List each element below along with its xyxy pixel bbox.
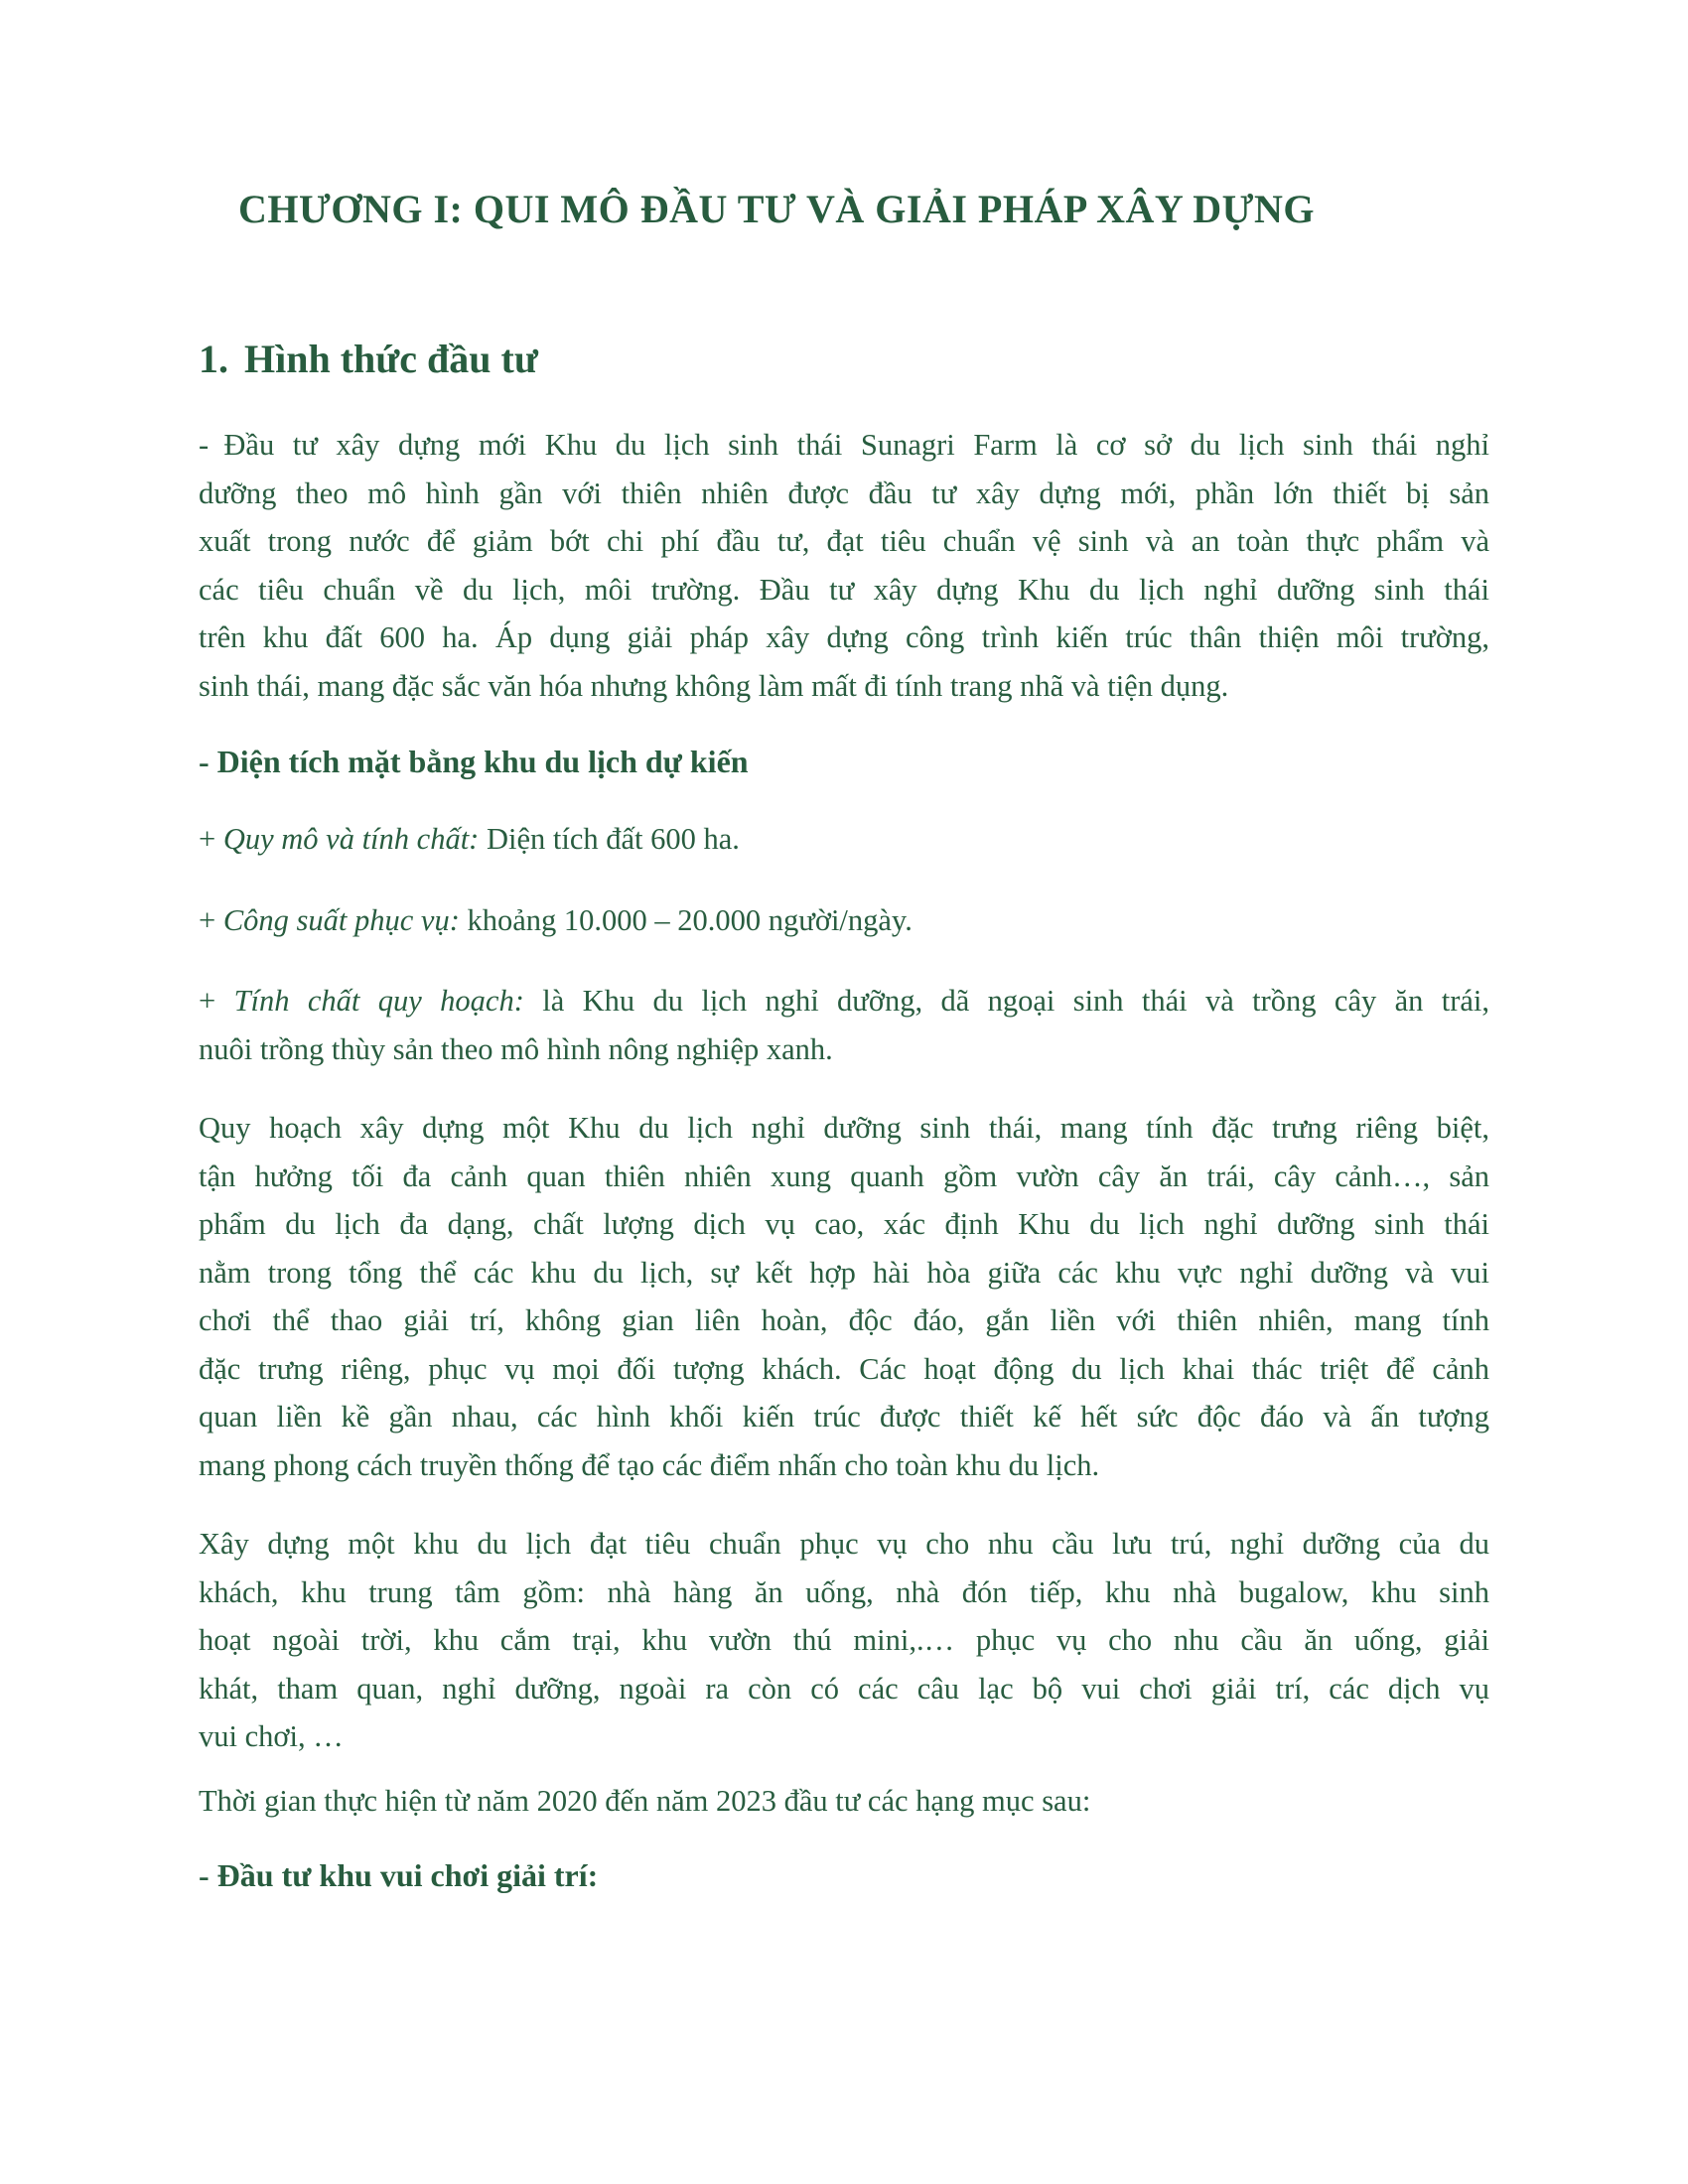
text-line: quan liền kề gần nhau, các hình khối kiến trúc được thiết kế hết sức độc đáo và ấn tượng	[199, 1400, 1489, 1433]
text-line: tận hưởng tối đa cảnh quan thiên nhiên xung quanh gồm vườn cây ăn trái, cây cảnh…, sản	[199, 1159, 1489, 1193]
spec-capacity-label: Công suất phục vụ:	[222, 902, 460, 937]
spec-scale-value: Diện tích đất 600 ha.	[486, 822, 740, 856]
spec-line-capacity	[199, 896, 1489, 945]
paragraph-planning-vision	[199, 1104, 1489, 1489]
text-line: nằm trong tổng thể các khu du lịch, sự kết hợp hài hòa giữa các khu vực nghỉ dưỡng và vui	[199, 1255, 1489, 1290]
text-line: Xây dựng một khu du lịch đạt tiêu chuẩn phục vụ cho nhu cầu lưu trú, nghỉ dưỡng của du	[199, 1527, 1489, 1561]
plus-marker: +	[199, 902, 216, 937]
paragraph-timeline: Thời gian thực hiện từ năm 2020 đến năm 2023 đầu tư các hạng mục sau:	[199, 1783, 1091, 1818]
text-line: nuôi trồng thùy sản theo mô hình nông nghiệp xanh.	[199, 1031, 833, 1066]
section-heading-label: Hình thức đầu tư	[244, 337, 538, 381]
text-line: xuất trong nước để giảm bớt chi phí đầu tư, đạt tiêu chuẩn vệ sinh và an toàn thực phẩm và	[199, 524, 1489, 558]
text-line: khách, khu trung tâm gồm: nhà hàng ăn uống, nhà đón tiếp, khu nhà bugalow, khu sinh	[199, 1574, 1489, 1609]
text-line: các tiêu chuẩn về du lịch, môi trường. Đầu tư xây dựng Khu du lịch nghỉ dưỡng sinh thái	[199, 572, 1489, 607]
text-line: - Đầu tư xây dựng mới Khu du lịch sinh thái Sunagri Farm là cơ sở du lịch sinh thái nghỉ	[199, 428, 1489, 462]
text-line: chơi thể thao giải trí, không gian liên hoàn, độc đáo, gắn liền với thiên nhiên, mang tính	[199, 1303, 1489, 1337]
spec-scale-label: Quy mô và tính chất:	[222, 822, 480, 856]
spec-line-planning-character	[199, 977, 1489, 1073]
text-line: trên khu đất 600 ha. Áp dụng giải pháp xây dựng công trình kiến trúc thân thiện môi trường,	[199, 620, 1489, 654]
text-line: mang phong cách truyền thống để tạo các điểm nhấn cho toàn khu du lịch.	[199, 1447, 1100, 1482]
spec-line-scale	[199, 815, 1489, 864]
spec-capacity-value: khoảng 10.000 – 20.000 người/ngày.	[467, 902, 913, 937]
text-line: phẩm du lịch đa dạng, chất lượng dịch vụ cao, xác định Khu du lịch nghỉ dưỡng sinh thái	[199, 1207, 1489, 1241]
plus-marker: +	[199, 822, 216, 856]
paragraph-investment-description	[199, 421, 1489, 710]
plus-marker: +	[199, 984, 216, 1018]
text-line: hoạt ngoài trời, khu cắm trại, khu vườn thú mini,.… phục vụ cho nhu cầu ăn uống, giải	[199, 1623, 1489, 1657]
spec-planning-label: Tính chất quy hoạch:	[233, 984, 524, 1018]
text-line: dưỡng theo mô hình gần với thiên nhiên được đầu tư xây dựng mới, phần lớn thiết bị sản	[199, 476, 1489, 510]
text-line: Quy hoạch xây dựng một Khu du lịch nghỉ dưỡng sinh thái, mang tính đặc trưng riêng biệt,	[199, 1111, 1489, 1145]
spec-planning-text: là Khu du lịch nghỉ dưỡng, dã ngoại sinh thái và trồng cây ăn trái,	[542, 984, 1490, 1018]
text-line: sinh thái, mang đặc sắc văn hóa nhưng không làm mất đi tính trang nhã và tiện dụng.	[199, 668, 1229, 703]
section-heading-investment-form	[199, 334, 1489, 385]
text-line: vui chơi, …	[199, 1719, 344, 1753]
heading-entertainment-investment: - Đầu tư khu vui chơi giải trí:	[199, 1857, 599, 1893]
chapter-title: CHƯƠNG I: QUI MÔ ĐẦU TƯ VÀ GIẢI PHÁP XÂY DỰNG	[238, 187, 1315, 231]
text-line	[199, 977, 1489, 1025]
heading-planned-area: - Diện tích mặt bằng khu du lịch dự kiến	[199, 744, 749, 779]
section-number: 1.	[199, 337, 228, 381]
text-line: đặc trưng riêng, phục vụ mọi đối tượng khách. Các hoạt động du lịch khai thác triệt để cảnh	[199, 1351, 1489, 1386]
paragraph-center-facilities	[199, 1520, 1489, 1761]
text-line: khát, tham quan, nghỉ dưỡng, ngoài ra còn có các câu lạc bộ vui chơi giải trí, các dịch vụ	[199, 1671, 1489, 1706]
